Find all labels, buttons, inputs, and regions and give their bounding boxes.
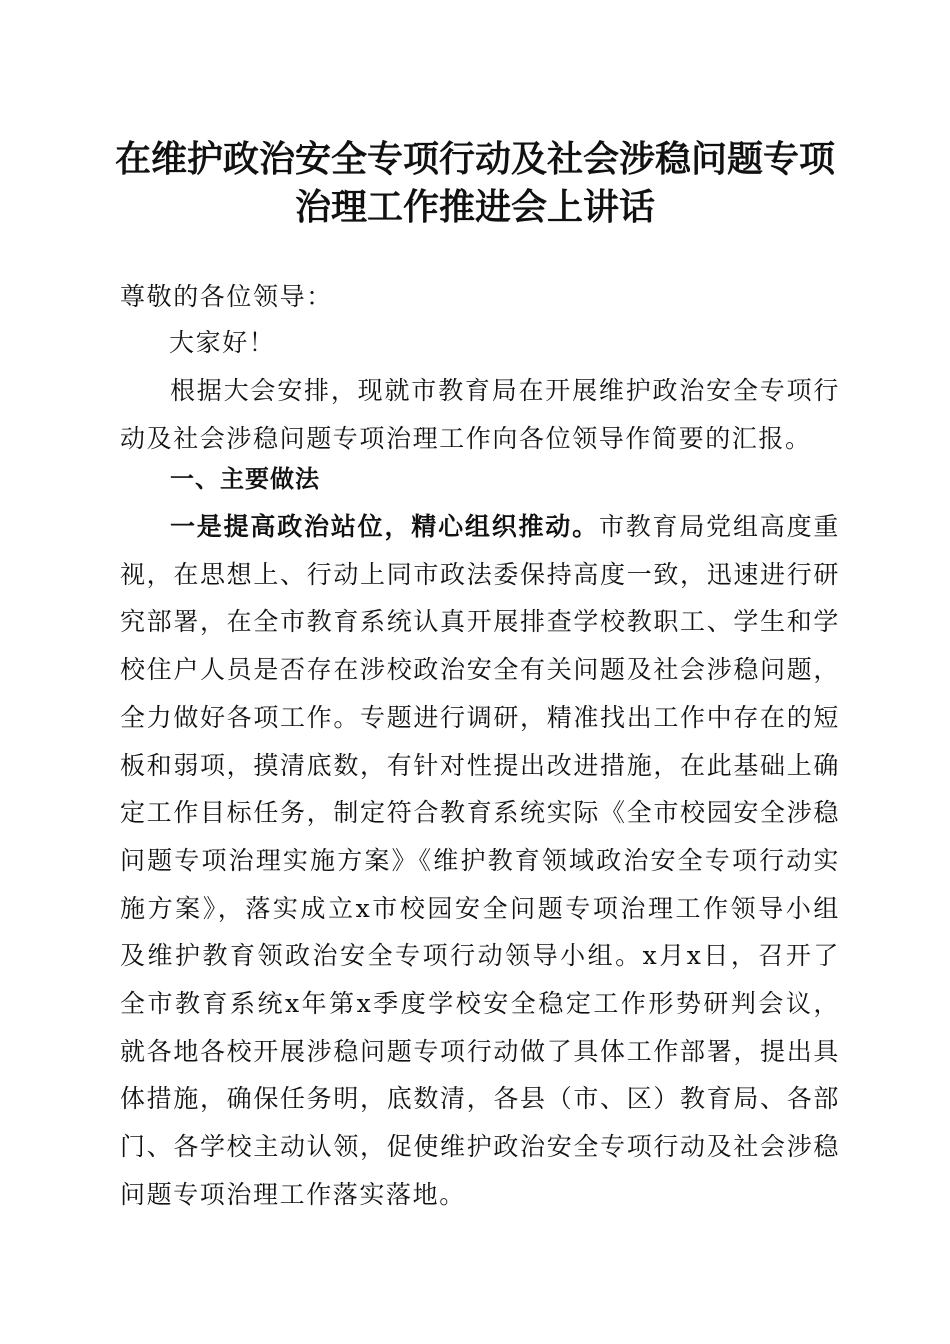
intro-paragraph: 根据大会安排，现就市教育局在开展维护政治安全专项行动及社会涉稳问题专项治理工作向各位领导作简要的汇报。 <box>120 376 840 453</box>
paragraph-lead: 一是提高政治站位，精心组织推动。 <box>170 512 599 541</box>
body-paragraph <box>120 503 840 1219</box>
section-heading: 一、主要做法 <box>170 465 320 493</box>
paragraph-body: 市教育局党组高度重视，在思想上、行动上同市政法委保持高度一致，迅速进行研究部署，在全市教育系统认真开展排查学校教职工、学生和学校住户人员是否存在涉校政治安全有关问题及社会涉稳问题，全力做好各项工作。专题进行调研，精准找出工作中存在的短板和弱项，摸清底数，有针对性提出改进措施，在此基础上确定工作目标任务，制定符合教育系统实际《全市校园安全涉稳问题专项治理实施方案》《维护教育领域政治安全专项行动实施方案》，落实成立x市校园安全问题专项治理工作领导小组及维护教育领政治安全专项行动领导小组。x月x日，召开了全市教育系统x年第x季度学校安全稳定工作形势研判会议，就各地各校开展涉稳问题专项行动做了具体工作部署，提出具体措施，确保任务明，底数清，各县（市、区）教育局、各部门、各学校主动认领，促使维护政治安全专项行动及社会涉稳问题专项治理工作落实落地。 <box>120 512 840 1209</box>
salutation: 尊敬的各位领导： <box>120 282 333 311</box>
document-title-line-1: 在维护政治安全专项行动及社会涉稳问题专项 <box>114 138 835 180</box>
greeting: 大家好！ <box>169 328 276 357</box>
document-title-line-2: 治理工作推进会上讲话 <box>294 186 655 228</box>
